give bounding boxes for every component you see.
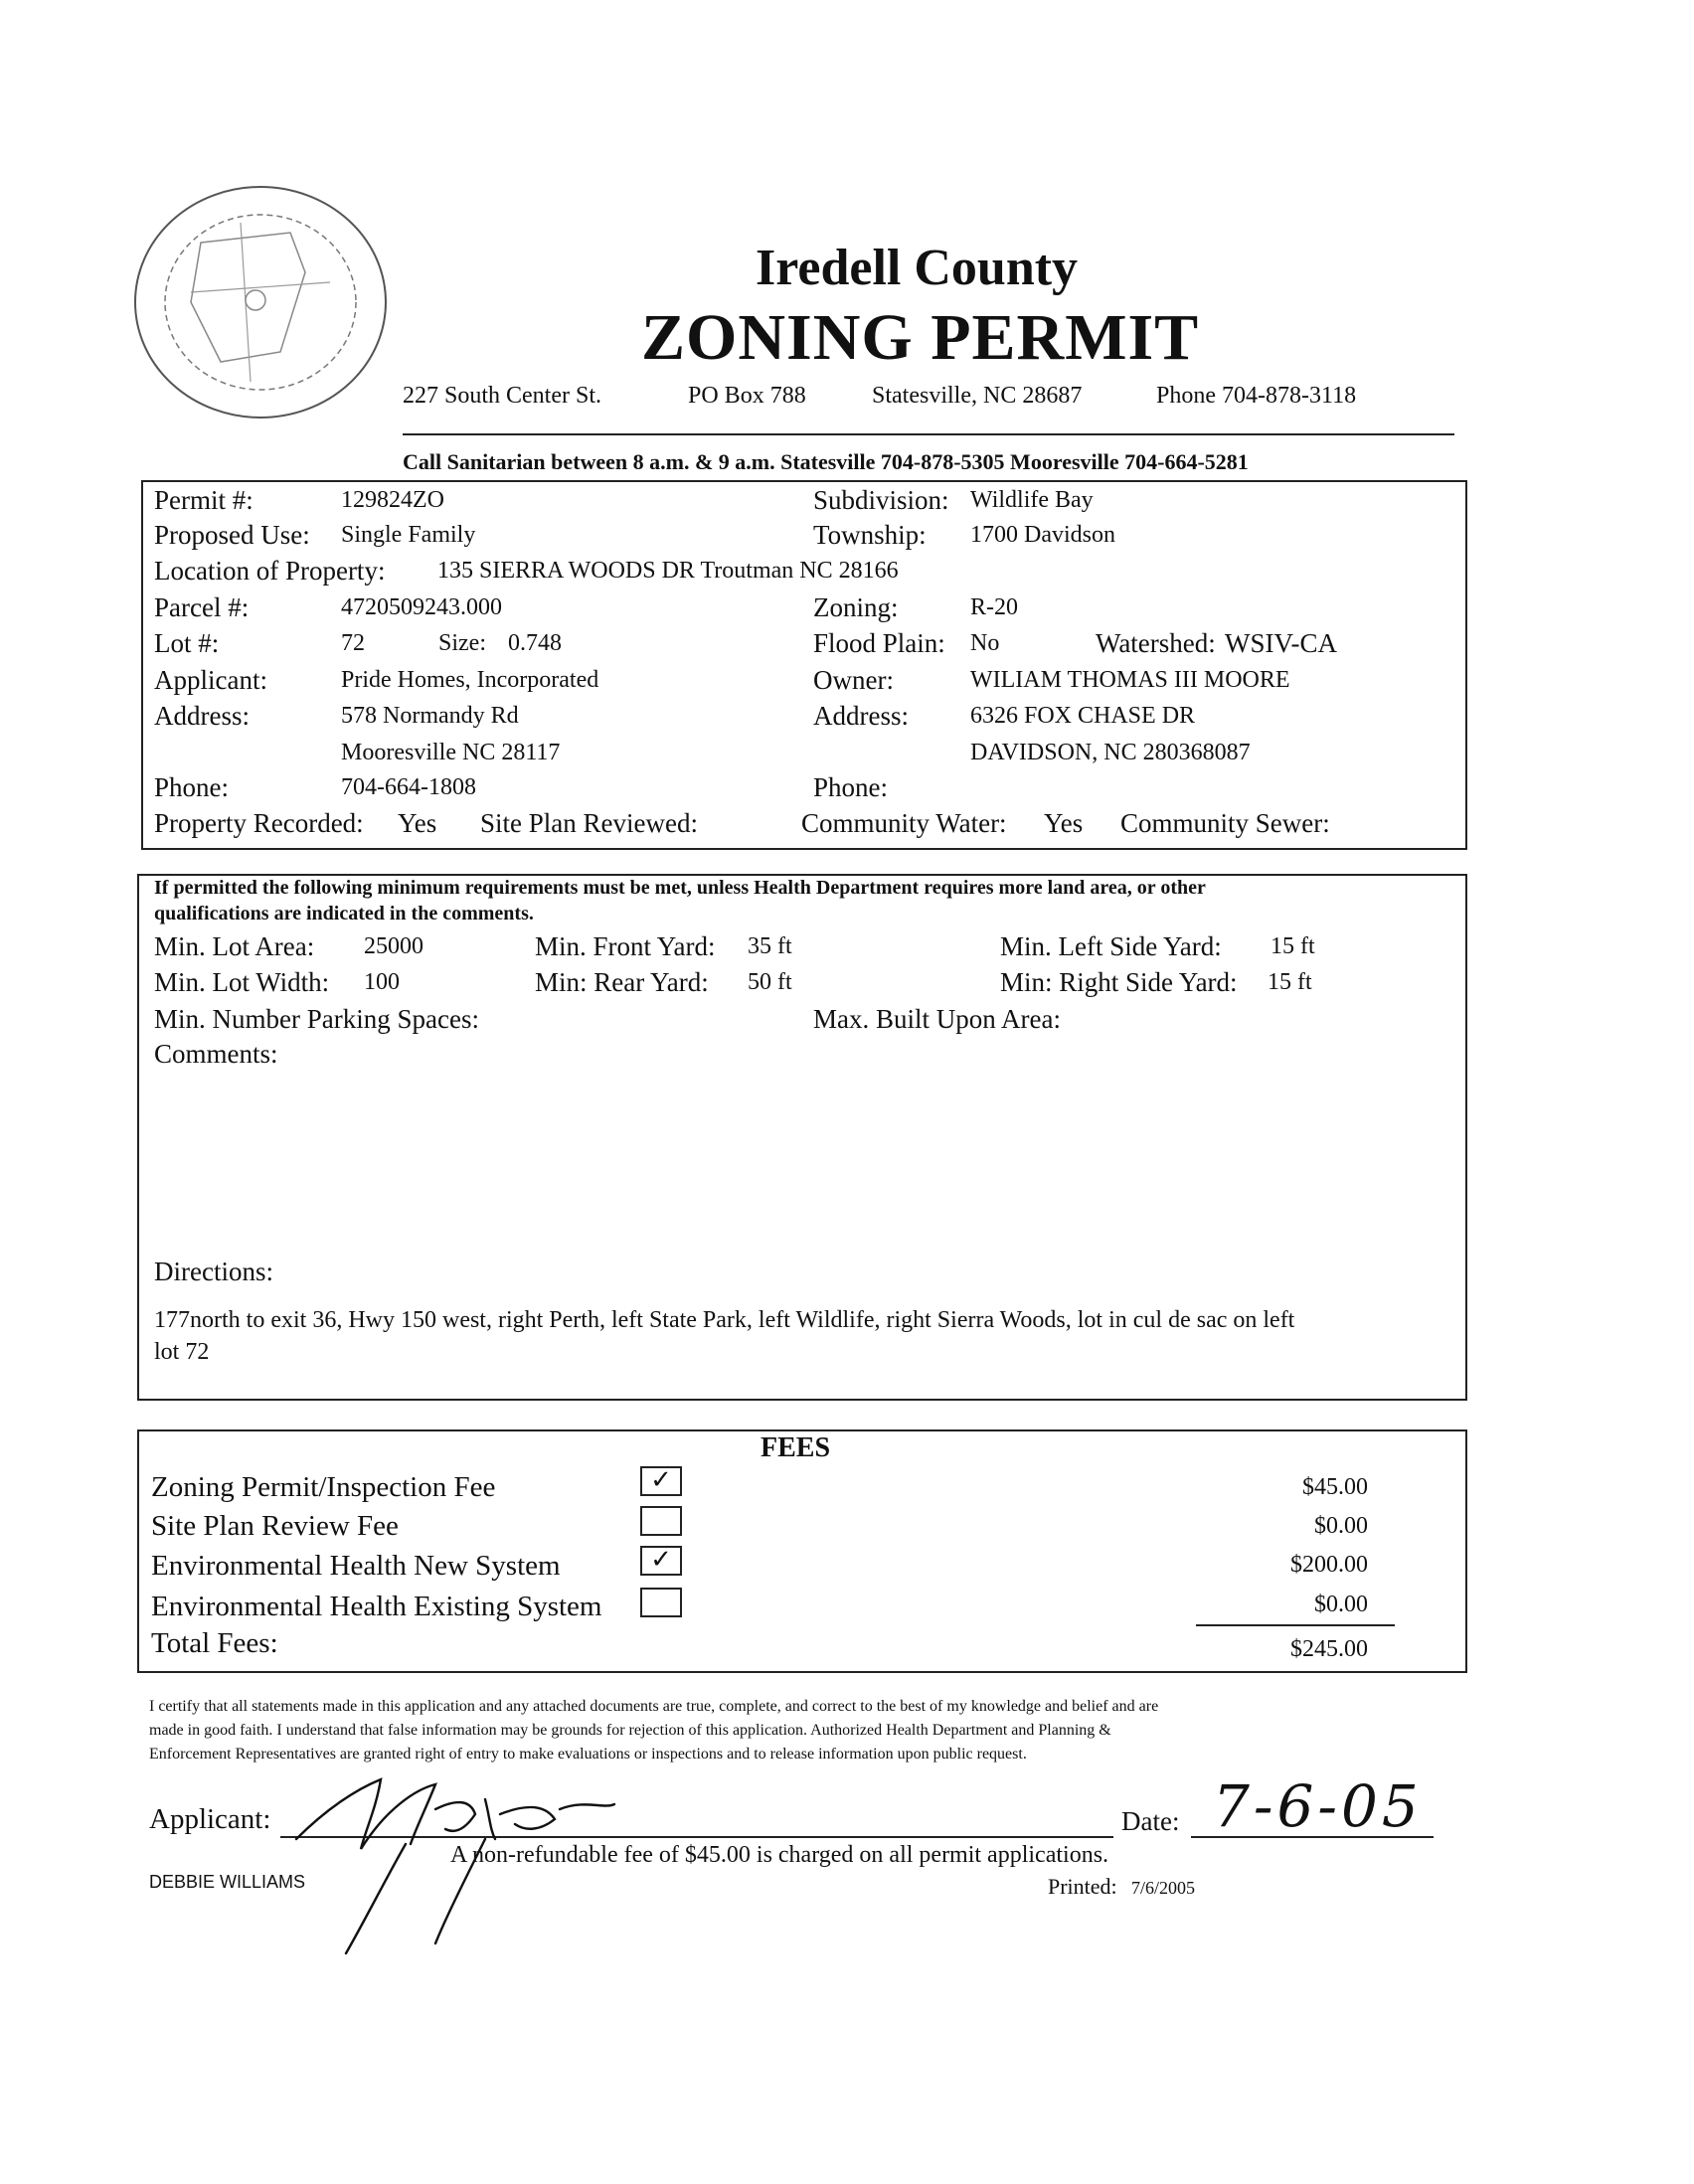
- lot-value: 72: [341, 630, 365, 656]
- min-front-yard-label: Min. Front Yard:: [535, 931, 716, 961]
- county-seal-icon: [131, 183, 390, 421]
- proposed-use-label: Proposed Use:: [154, 520, 310, 550]
- permit-number-value: 129824ZO: [341, 487, 444, 513]
- min-lot-area-value: 25000: [364, 933, 424, 959]
- fee-amount: $200.00: [1290, 1552, 1368, 1578]
- header-rule: [403, 433, 1454, 435]
- min-lot-area-label: Min. Lot Area:: [154, 931, 315, 961]
- min-lot-width-label: Min. Lot Width:: [154, 967, 330, 997]
- max-built-upon-label: Max. Built Upon Area:: [813, 1004, 1061, 1034]
- applicant-signature-label: Applicant:: [149, 1803, 271, 1835]
- total-fees-label: Total Fees:: [151, 1627, 278, 1659]
- min-left-side-yard-value: 15 ft: [1270, 933, 1315, 959]
- clerk-name: DEBBIE WILLIAMS: [149, 1872, 306, 1892]
- date-value: 7-6-05: [1213, 1772, 1423, 1840]
- applicant-address-line1: 578 Normandy Rd: [341, 703, 519, 729]
- parcel-value: 4720509243.000: [341, 594, 502, 620]
- fee-checkbox[interactable]: ✓: [640, 1466, 682, 1496]
- fee-label: Environmental Health Existing System: [151, 1591, 602, 1622]
- fee-checkbox[interactable]: [640, 1588, 682, 1617]
- header-address: 227 South Center St.: [403, 383, 602, 409]
- flood-plain-value: No: [970, 630, 1000, 656]
- zoning-label: Zoning:: [813, 592, 899, 622]
- size-label: Size:: [438, 630, 486, 656]
- min-parking-label: Min. Number Parking Spaces:: [154, 1004, 479, 1034]
- applicant-address-label: Address:: [154, 701, 250, 731]
- owner-address-line1: 6326 FOX CHASE DR: [970, 703, 1196, 729]
- fee-checkbox[interactable]: [640, 1506, 682, 1536]
- header-po-box: PO Box 788: [688, 383, 806, 409]
- requirements-intro: If permitted the following minimum requirements must be met, unless Health Department requires more land area, or other: [154, 877, 1206, 899]
- proposed-use-value: Single Family: [341, 522, 476, 548]
- header-phone: Phone 704-878-3118: [1156, 383, 1357, 409]
- fee-amount: $0.00: [1314, 1513, 1368, 1539]
- page-title: ZONING PERMIT: [641, 301, 1200, 374]
- sanitarian-note: Call Sanitarian between 8 a.m. & 9 a.m. Statesville 704-878-5305 Mooresville 704-664-5281: [403, 449, 1249, 474]
- min-right-side-yard-label: Min: Right Side Yard:: [1000, 967, 1238, 997]
- property-recorded-value: Yes: [398, 808, 437, 838]
- size-value: 0.748: [508, 630, 562, 656]
- fees-title: FEES: [761, 1432, 831, 1463]
- certification-line-1: I certify that all statements made in this application and any attached documents are true, complete, and correct to the best of my knowledge and belief and are: [149, 1698, 1159, 1715]
- total-fees-value: $245.00: [1290, 1636, 1368, 1662]
- permit-number-label: Permit #:: [154, 485, 254, 515]
- fees-total-rule: [1196, 1624, 1395, 1626]
- min-lot-width-value: 100: [364, 969, 400, 995]
- min-rear-yard-value: 50 ft: [748, 969, 792, 995]
- fee-label: Zoning Permit/Inspection Fee: [151, 1471, 496, 1503]
- flood-plain-label: Flood Plain:: [813, 628, 945, 658]
- community-sewer-label: Community Sewer:: [1120, 808, 1330, 838]
- applicant-phone-value: 704-664-1808: [341, 774, 476, 800]
- applicant-label: Applicant:: [154, 665, 267, 695]
- county-name: Iredell County: [756, 240, 1079, 296]
- header-city: Statesville, NC 28687: [872, 383, 1083, 409]
- nonrefundable-notice: A non-refundable fee of $45.00 is charged on all permit applications.: [450, 1842, 1109, 1868]
- comments-label: Comments:: [154, 1039, 278, 1069]
- owner-value: WILIAM THOMAS III MOORE: [970, 667, 1290, 693]
- watershed-label: Watershed:: [1096, 628, 1216, 658]
- watershed-value: WSIV-CA: [1225, 628, 1338, 658]
- fee-label: Site Plan Review Fee: [151, 1510, 399, 1542]
- owner-address-label: Address:: [813, 701, 909, 731]
- township-label: Township:: [813, 520, 927, 550]
- owner-address-line2: DAVIDSON, NC 280368087: [970, 740, 1251, 765]
- applicant-phone-label: Phone:: [154, 772, 230, 802]
- certification-line-3: Enforcement Representatives are granted right of entry to make evaluations or inspections and to release information upon public request.: [149, 1746, 1027, 1763]
- property-recorded-label: Property Recorded:: [154, 808, 364, 838]
- fee-checkbox[interactable]: ✓: [640, 1546, 682, 1576]
- printed-value: 7/6/2005: [1131, 1878, 1196, 1898]
- owner-label: Owner:: [813, 665, 894, 695]
- zoning-value: R-20: [970, 594, 1018, 620]
- fee-label: Environmental Health New System: [151, 1550, 561, 1582]
- site-plan-reviewed-label: Site Plan Reviewed:: [480, 808, 698, 838]
- directions-line-2: lot 72: [154, 1339, 210, 1365]
- min-front-yard-value: 35 ft: [748, 933, 792, 959]
- certification-line-2: made in good faith. I understand that false information may be grounds for rejection of this application. Authorized Health Department and Planning &: [149, 1722, 1111, 1739]
- date-label: Date:: [1121, 1806, 1180, 1836]
- requirements-intro-2: qualifications are indicated in the comments.: [154, 903, 534, 924]
- min-right-side-yard-value: 15 ft: [1268, 969, 1312, 995]
- subdivision-value: Wildlife Bay: [970, 487, 1094, 513]
- township-value: 1700 Davidson: [970, 522, 1115, 548]
- directions-label: Directions:: [154, 1257, 273, 1286]
- location-label: Location of Property:: [154, 556, 386, 586]
- community-water-value: Yes: [1044, 808, 1084, 838]
- parcel-label: Parcel #:: [154, 592, 250, 622]
- community-water-label: Community Water:: [801, 808, 1007, 838]
- directions-line-1: 177north to exit 36, Hwy 150 west, right Perth, left State Park, left Wildlife, right Sierra Woods, lot in cul de sac on left: [154, 1307, 1295, 1333]
- county-seal: [131, 183, 390, 421]
- subdivision-label: Subdivision:: [813, 485, 949, 515]
- lot-label: Lot #:: [154, 628, 220, 658]
- applicant-value: Pride Homes, Incorporated: [341, 667, 599, 693]
- applicant-address-line2: Mooresville NC 28117: [341, 740, 561, 765]
- owner-phone-label: Phone:: [813, 772, 889, 802]
- location-value: 135 SIERRA WOODS DR Troutman NC 28166: [437, 558, 899, 584]
- fee-amount: $0.00: [1314, 1592, 1368, 1617]
- printed-label: Printed:: [1048, 1874, 1117, 1899]
- min-rear-yard-label: Min: Rear Yard:: [535, 967, 709, 997]
- min-left-side-yard-label: Min. Left Side Yard:: [1000, 931, 1222, 961]
- fee-amount: $45.00: [1302, 1474, 1368, 1500]
